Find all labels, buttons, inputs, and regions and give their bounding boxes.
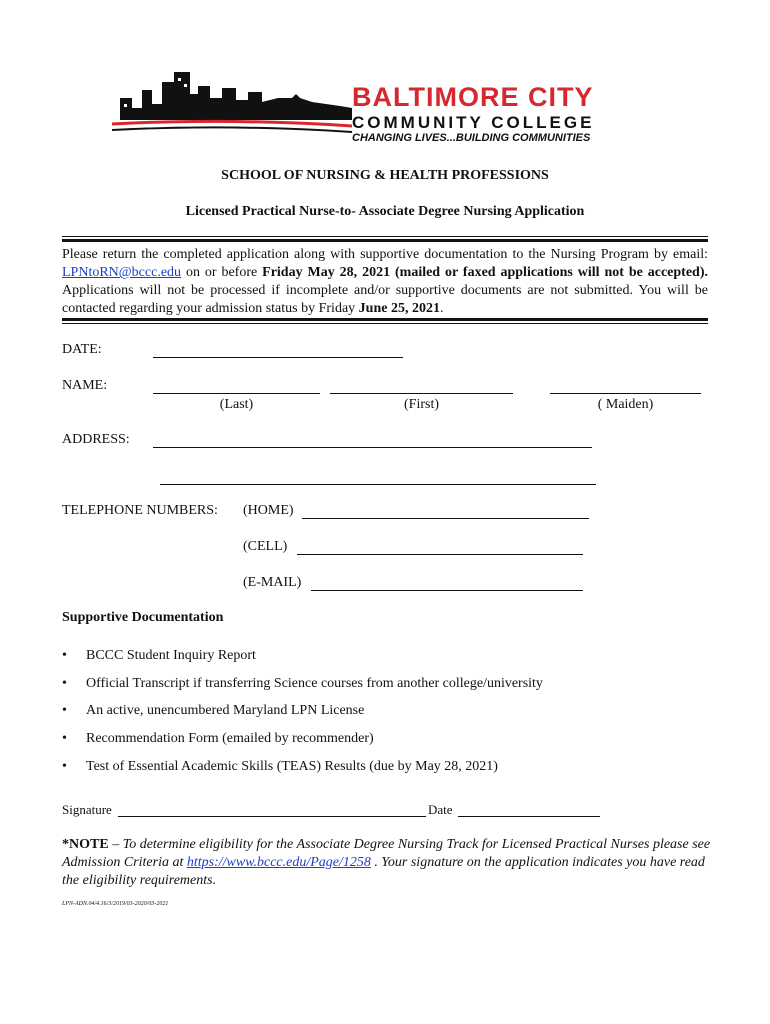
name-label: NAME:: [62, 378, 108, 393]
form-revision-code: LPN-ADN.04/4.16/3/2019/03-2020/03-2021: [62, 901, 169, 907]
list-item: [62, 759, 498, 775]
list-item-text: Test of Essential Academic Skills (TEAS) Results (due by May 28, 2021): [86, 759, 498, 774]
date-label: DATE:: [62, 342, 102, 357]
address-field-2[interactable]: [160, 484, 596, 485]
divider-bottom-2: [62, 323, 708, 324]
list-item-text: Recommendation Form (emailed by recommender): [86, 731, 374, 746]
intro-text-2: on or before: [181, 265, 263, 280]
maiden-name-field[interactable]: [550, 393, 701, 394]
bullet-icon: •: [62, 676, 67, 691]
telephone-label: TELEPHONE NUMBERS:: [62, 503, 218, 518]
list-item-text: BCCC Student Inquiry Report: [86, 648, 256, 663]
first-name-field[interactable]: [330, 393, 513, 394]
school-heading: SCHOOL OF NURSING & HEALTH PROFESSIONS: [221, 168, 549, 183]
intro-text-4: .: [439, 301, 444, 316]
address-label: ADDRESS:: [62, 432, 130, 447]
college-logo: [112, 68, 652, 144]
list-item-text: An active, unencumbered Maryland LPN License: [86, 703, 365, 718]
divider-bottom-1: [62, 318, 708, 321]
form-title: Licensed Practical Nurse-to- Associate Degree Nursing Application: [185, 204, 585, 219]
admission-criteria-link[interactable]: https://www.bccc.edu/Page/1258: [186, 855, 371, 870]
deadline-text: Friday May 28, 2021 (mailed or faxed applications will not be accepted).: [262, 265, 708, 280]
instructions-paragraph: [62, 246, 708, 318]
first-name-caption: (First): [404, 397, 439, 412]
maiden-name-caption: ( Maiden): [597, 397, 654, 412]
email-field[interactable]: [311, 590, 583, 591]
eligibility-note: [62, 836, 712, 890]
divider-top-1: [62, 236, 708, 237]
intro-text-1: Please return the completed application along with supportive documentation to the Nursing Program by email:: [62, 247, 708, 262]
email-link[interactable]: LPNtoRN@bccc.edu: [62, 265, 182, 280]
logo-tagline: CHANGING LIVES...BUILDING COMMUNITIES: [352, 132, 591, 144]
date-field[interactable]: [153, 357, 403, 358]
bullet-icon: •: [62, 703, 67, 718]
signature-date-field[interactable]: [458, 816, 600, 817]
email-label: (E-MAIL): [243, 575, 302, 590]
note-text-2: . Your signature on the application indicates you have read the eligibility requirements.: [62, 855, 705, 888]
list-item: [62, 648, 256, 664]
signature-date-label: Date: [428, 802, 453, 817]
note-prefix: *NOTE: [62, 837, 109, 852]
address-field-1[interactable]: [153, 447, 592, 448]
divider-top-2: [62, 239, 708, 242]
bullet-icon: •: [62, 648, 67, 663]
list-item: [62, 676, 543, 692]
note-text-1: – To determine eligibility for the Associate Degree Nursing Track for Licensed Practical Nurses please see Admission Criteria at: [62, 837, 711, 870]
signature-field[interactable]: [118, 816, 426, 817]
logo-line-2: COMMUNITY COLLEGE: [352, 113, 595, 132]
skyline-icon: [112, 68, 352, 140]
signature-label: Signature: [62, 802, 112, 817]
bullet-icon: •: [62, 731, 67, 746]
home-phone-field[interactable]: [302, 518, 589, 519]
cell-phone-label: (CELL): [243, 539, 288, 554]
intro-text-3: Applications will not be processed if incomplete and/or supportive documents are not submitted. You will be contacted regarding your admission status by Friday: [62, 283, 708, 316]
supportive-docs-heading: Supportive Documentation: [62, 610, 224, 625]
last-name-caption: (Last): [219, 397, 254, 412]
list-item: [62, 703, 364, 719]
cell-phone-field[interactable]: [297, 554, 583, 555]
admission-date: June 25, 2021: [358, 301, 440, 316]
logo-line-1: BALTIMORE CITY: [352, 82, 594, 112]
home-phone-label: (HOME): [243, 503, 294, 518]
bullet-icon: •: [62, 759, 67, 774]
list-item: [62, 731, 374, 747]
last-name-field[interactable]: [153, 393, 320, 394]
list-item-text: Official Transcript if transferring Science courses from another college/university: [86, 676, 543, 691]
